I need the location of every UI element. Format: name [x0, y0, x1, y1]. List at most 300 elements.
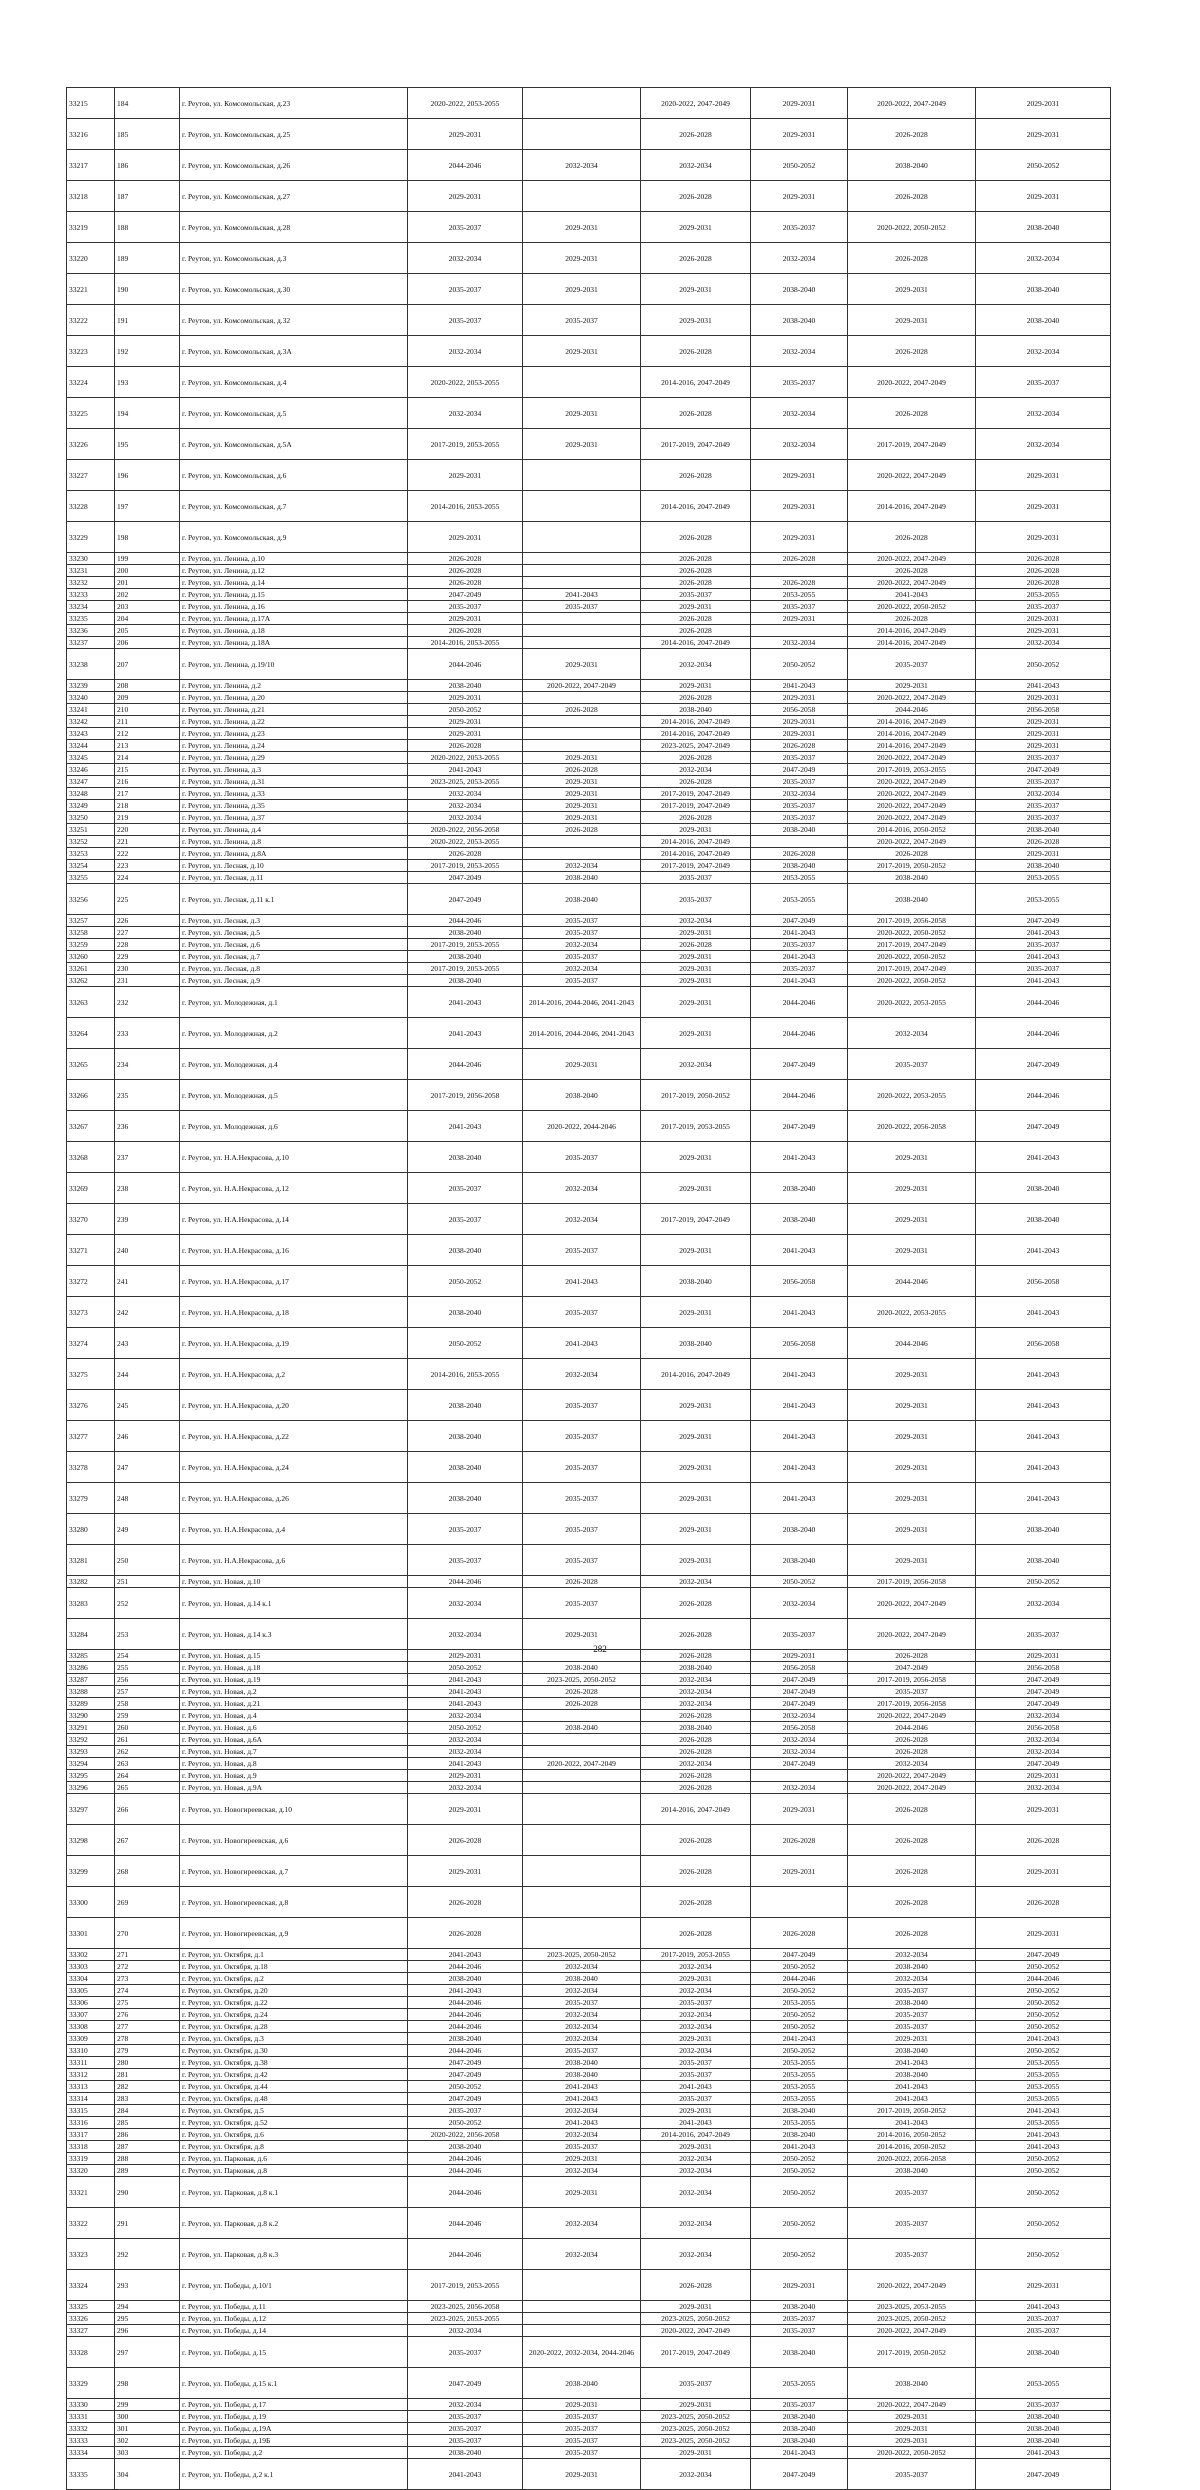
- table-cell: 33306: [67, 1997, 115, 2009]
- table-cell: 2041-2043: [976, 1483, 1111, 1514]
- table-cell: 2020-2022, 2056-2058: [408, 824, 523, 836]
- table-cell: 2029-2031: [523, 776, 641, 788]
- table-cell: 230: [115, 963, 180, 975]
- table-cell: 2038-2040: [751, 2423, 848, 2435]
- table-cell: 2026-2028: [848, 181, 976, 212]
- table-cell: 2020-2022, 2047-2049: [848, 1588, 976, 1619]
- table-cell: 2032-2034: [523, 1961, 641, 1973]
- table-cell: 2020-2022, 2047-2049: [848, 1619, 976, 1650]
- table-cell: 2047-2049: [408, 2057, 523, 2069]
- table-cell: г. Реутов, ул. Победы, д.19: [180, 2411, 408, 2423]
- table-cell: 2029-2031: [976, 716, 1111, 728]
- table-cell: 33288: [67, 1686, 115, 1698]
- table-cell: 2029-2031: [848, 274, 976, 305]
- table-cell: 2026-2028: [751, 577, 848, 589]
- table-row: [67, 2325, 1111, 2337]
- table-cell: 2038-2040: [976, 305, 1111, 336]
- table-cell: 2050-2052: [976, 2177, 1111, 2208]
- table-cell: 293: [115, 2270, 180, 2301]
- table-cell: 2029-2031: [848, 1545, 976, 1576]
- table-cell: 33335: [67, 2459, 115, 2490]
- table-cell: 2041-2043: [976, 1421, 1111, 1452]
- table-row: [67, 860, 1111, 872]
- table-cell: г. Реутов, ул. Новая, д.6А: [180, 1734, 408, 1746]
- table-cell: 2032-2034: [751, 398, 848, 429]
- table-cell: 33274: [67, 1328, 115, 1359]
- table-cell: 2029-2031: [848, 1514, 976, 1545]
- table-cell: 2026-2028: [523, 1686, 641, 1698]
- table-cell: 2014-2016, 2047-2049: [641, 848, 751, 860]
- table-cell: [523, 181, 641, 212]
- table-cell: 2041-2043: [751, 1297, 848, 1328]
- table-cell: г. Реутов, ул. Ленина, д.10: [180, 553, 408, 565]
- table-cell: 2032-2034: [408, 398, 523, 429]
- table-cell: 2029-2031: [848, 1204, 976, 1235]
- table-cell: г. Реутов, ул. Н.А.Некрасова, д.16: [180, 1235, 408, 1266]
- table-cell: 2017-2019, 2050-2052: [848, 2337, 976, 2368]
- table-cell: г. Реутов, ул. Октября, д.24: [180, 2009, 408, 2021]
- table-cell: 2038-2040: [751, 2105, 848, 2117]
- table-row: [67, 491, 1111, 522]
- table-cell: г. Реутов, ул. Молодежная, д.5: [180, 1080, 408, 1111]
- table-cell: 239: [115, 1204, 180, 1235]
- table-cell: 273: [115, 1973, 180, 1985]
- table-row: [67, 824, 1111, 836]
- table-cell: 2020-2022, 2047-2049: [848, 1782, 976, 1794]
- table-cell: 2035-2037: [751, 752, 848, 764]
- table-cell: 2044-2046: [848, 1328, 976, 1359]
- table-cell: 2020-2022, 2047-2049: [848, 1770, 976, 1782]
- table-row: [67, 1545, 1111, 1576]
- table-cell: 2041-2043: [848, 589, 976, 601]
- table-cell: 2035-2037: [751, 963, 848, 975]
- table-cell: 33250: [67, 812, 115, 824]
- table-cell: 217: [115, 788, 180, 800]
- table-cell: 2050-2052: [976, 1985, 1111, 1997]
- table-cell: 33223: [67, 336, 115, 367]
- table-row: [67, 336, 1111, 367]
- table-cell: 2014-2016, 2053-2055: [408, 637, 523, 649]
- table-cell: 2050-2052: [408, 1662, 523, 1674]
- table-cell: 256: [115, 1674, 180, 1686]
- table-cell: 2029-2031: [523, 336, 641, 367]
- table-cell: 2056-2058: [976, 1662, 1111, 1674]
- table-cell: 2020-2022, 2047-2049: [523, 680, 641, 692]
- table-cell: 2035-2037: [976, 601, 1111, 613]
- table-cell: 33314: [67, 2093, 115, 2105]
- table-cell: 2029-2031: [848, 2411, 976, 2423]
- table-cell: 2017-2019, 2047-2049: [848, 939, 976, 951]
- table-cell: г. Реутов, ул. Ленина, д.8А: [180, 848, 408, 860]
- table-cell: 2032-2034: [976, 1710, 1111, 1722]
- table-cell: 33222: [67, 305, 115, 336]
- table-cell: г. Реутов, ул. Комсомольская, д.3: [180, 243, 408, 274]
- table-cell: 2029-2031: [408, 1770, 523, 1782]
- table-row: [67, 2105, 1111, 2117]
- table-row: [67, 212, 1111, 243]
- table-cell: 2038-2040: [523, 2368, 641, 2399]
- table-cell: 245: [115, 1390, 180, 1421]
- table-cell: 2047-2049: [751, 915, 848, 927]
- table-cell: 33252: [67, 836, 115, 848]
- table-cell: 205: [115, 625, 180, 637]
- table-cell: 2020-2022, 2047-2049: [848, 776, 976, 788]
- table-cell: г. Реутов, ул. Октября, д.20: [180, 1985, 408, 1997]
- table-cell: 2026-2028: [641, 939, 751, 951]
- table-cell: 2026-2028: [641, 243, 751, 274]
- table-cell: 2029-2031: [523, 1619, 641, 1650]
- table-cell: г. Реутов, ул. Ленина, д.23: [180, 728, 408, 740]
- table-cell: г. Реутов, ул. Комсомольская, д.26: [180, 150, 408, 181]
- table-cell: 33256: [67, 884, 115, 915]
- table-cell: 2041-2043: [751, 1235, 848, 1266]
- table-cell: г. Реутов, ул. Новогиреевская, д.8: [180, 1887, 408, 1918]
- table-cell: 33295: [67, 1770, 115, 1782]
- table-cell: 2020-2022, 2047-2049: [848, 367, 976, 398]
- table-cell: 2014-2016, 2047-2049: [641, 1794, 751, 1825]
- table-cell: 2029-2031: [408, 1650, 523, 1662]
- table-cell: 277: [115, 2021, 180, 2033]
- table-cell: 2041-2043: [523, 2093, 641, 2105]
- table-cell: 2035-2037: [751, 800, 848, 812]
- table-cell: 2050-2052: [976, 2208, 1111, 2239]
- table-cell: 2035-2037: [523, 2435, 641, 2447]
- table-row: [67, 1973, 1111, 1985]
- table-cell: 2050-2052: [408, 1722, 523, 1734]
- table-cell: 252: [115, 1588, 180, 1619]
- table-cell: [523, 2325, 641, 2337]
- table-cell: 195: [115, 429, 180, 460]
- table-cell: 2032-2034: [523, 939, 641, 951]
- table-cell: 2044-2046: [976, 1973, 1111, 1985]
- table-row: [67, 2459, 1111, 2490]
- table-cell: [523, 1734, 641, 1746]
- table-cell: 2053-2055: [976, 2069, 1111, 2081]
- table-cell: 2038-2040: [751, 2129, 848, 2141]
- table-cell: 33245: [67, 752, 115, 764]
- table-cell: г. Реутов, ул. Лесная, д.11: [180, 872, 408, 884]
- table-cell: 33326: [67, 2313, 115, 2325]
- table-cell: 2053-2055: [751, 1997, 848, 2009]
- table-cell: 2017-2019, 2056-2058: [408, 1080, 523, 1111]
- table-cell: 2020-2022, 2053-2055: [408, 88, 523, 119]
- table-cell: 2041-2043: [751, 975, 848, 987]
- table-cell: 33316: [67, 2117, 115, 2129]
- table-cell: 2029-2031: [848, 1452, 976, 1483]
- table-cell: [523, 1710, 641, 1722]
- table-row: [67, 1390, 1111, 1421]
- table-cell: 2026-2028: [848, 1856, 976, 1887]
- table-cell: 33237: [67, 637, 115, 649]
- table-cell: 258: [115, 1698, 180, 1710]
- table-cell: 227: [115, 927, 180, 939]
- table-cell: г. Реутов, ул. Ленина, д.16: [180, 601, 408, 613]
- table-row: [67, 2021, 1111, 2033]
- table-cell: 2053-2055: [976, 2093, 1111, 2105]
- table-cell: 2035-2037: [523, 1452, 641, 1483]
- table-row: [67, 951, 1111, 963]
- table-cell: 2038-2040: [751, 2411, 848, 2423]
- table-cell: 2026-2028: [641, 613, 751, 625]
- table-cell: 2020-2022, 2044-2046: [523, 1111, 641, 1142]
- table-cell: [523, 716, 641, 728]
- table-cell: 2038-2040: [408, 680, 523, 692]
- table-cell: 2014-2016, 2047-2049: [641, 367, 751, 398]
- table-cell: 33253: [67, 848, 115, 860]
- table-row: [67, 2141, 1111, 2153]
- table-cell: 2041-2043: [976, 951, 1111, 963]
- table-cell: 33218: [67, 181, 115, 212]
- table-cell: 33299: [67, 1856, 115, 1887]
- table-cell: 2044-2046: [408, 2177, 523, 2208]
- table-cell: [523, 577, 641, 589]
- table-cell: 33236: [67, 625, 115, 637]
- table-row: [67, 2153, 1111, 2165]
- table-cell: 2014-2016, 2047-2049: [641, 728, 751, 740]
- table-cell: 2032-2034: [641, 1961, 751, 1973]
- table-cell: 2038-2040: [848, 2165, 976, 2177]
- table-cell: 2032-2034: [641, 2153, 751, 2165]
- table-row: [67, 975, 1111, 987]
- table-cell: 2023-2025, 2050-2052: [641, 2423, 751, 2435]
- table-cell: 2047-2049: [408, 2069, 523, 2081]
- table-cell: г. Реутов, ул. Молодежная, д.4: [180, 1049, 408, 1080]
- table-cell: 2053-2055: [751, 589, 848, 601]
- table-cell: г. Реутов, ул. Ленина, д.18: [180, 625, 408, 637]
- table-cell: 2020-2022, 2053-2055: [848, 1297, 976, 1328]
- table-cell: 185: [115, 119, 180, 150]
- table-row: [67, 274, 1111, 305]
- table-cell: 2053-2055: [751, 872, 848, 884]
- table-cell: 2029-2031: [751, 491, 848, 522]
- table-cell: 294: [115, 2301, 180, 2313]
- table-cell: 2035-2037: [976, 800, 1111, 812]
- table-cell: 2041-2043: [976, 2033, 1111, 2045]
- table-cell: г. Реутов, ул. Октября, д.1: [180, 1949, 408, 1961]
- table-cell: 2038-2040: [976, 1545, 1111, 1576]
- table-cell: [751, 625, 848, 637]
- table-cell: г. Реутов, ул. Н.А.Некрасова, д.18: [180, 1297, 408, 1328]
- table-cell: 2014-2016, 2047-2049: [848, 728, 976, 740]
- table-cell: 33282: [67, 1576, 115, 1588]
- table-row: [67, 589, 1111, 601]
- table-cell: 2014-2016, 2047-2049: [848, 740, 976, 752]
- table-cell: 2041-2043: [848, 2093, 976, 2105]
- table-row: [67, 939, 1111, 951]
- table-cell: 2032-2034: [976, 336, 1111, 367]
- table-cell: 2056-2058: [976, 1722, 1111, 1734]
- table-cell: 2038-2040: [408, 2447, 523, 2459]
- table-cell: 207: [115, 649, 180, 680]
- table-cell: 2050-2052: [976, 1997, 1111, 2009]
- table-cell: 2038-2040: [976, 2411, 1111, 2423]
- table-cell: 2044-2046: [408, 2239, 523, 2270]
- table-cell: 2029-2031: [751, 692, 848, 704]
- table-cell: 33261: [67, 963, 115, 975]
- table-cell: 2035-2037: [523, 305, 641, 336]
- table-cell: 238: [115, 1173, 180, 1204]
- table-cell: 2032-2034: [751, 1734, 848, 1746]
- table-cell: 33321: [67, 2177, 115, 2208]
- table-cell: 2041-2043: [848, 2117, 976, 2129]
- table-cell: 233: [115, 1018, 180, 1049]
- table-cell: [523, 692, 641, 704]
- table-cell: 33315: [67, 2105, 115, 2117]
- table-cell: 2035-2037: [848, 2459, 976, 2490]
- table-cell: г. Реутов, ул. Победы, д.19А: [180, 2423, 408, 2435]
- table-cell: 2029-2031: [751, 1856, 848, 1887]
- table-cell: 2050-2052: [751, 2208, 848, 2239]
- table-cell: 2035-2037: [408, 2105, 523, 2117]
- table-cell: 2026-2028: [848, 848, 976, 860]
- table-row: [67, 1710, 1111, 1722]
- table-cell: 260: [115, 1722, 180, 1734]
- table-cell: 2038-2040: [848, 1961, 976, 1973]
- table-cell: 33298: [67, 1825, 115, 1856]
- table-cell: 247: [115, 1452, 180, 1483]
- table-cell: 2026-2028: [641, 1856, 751, 1887]
- table-cell: 2026-2028: [848, 1825, 976, 1856]
- table-cell: 2047-2049: [408, 2368, 523, 2399]
- table-cell: г. Реутов, ул. Новая, д.4: [180, 1710, 408, 1722]
- table-cell: 2014-2016, 2053-2055: [408, 491, 523, 522]
- table-row: [67, 2337, 1111, 2368]
- table-cell: 2014-2016, 2047-2049: [641, 1359, 751, 1390]
- table-cell: г. Реутов, ул. Октября, д.42: [180, 2069, 408, 2081]
- table-cell: 2035-2037: [848, 2239, 976, 2270]
- table-cell: 246: [115, 1421, 180, 1452]
- table-cell: 2026-2028: [641, 1782, 751, 1794]
- table-cell: г. Реутов, ул. Новая, д.2: [180, 1686, 408, 1698]
- table-cell: 2041-2043: [751, 1483, 848, 1514]
- table-cell: 269: [115, 1887, 180, 1918]
- table-cell: 2038-2040: [523, 1722, 641, 1734]
- table-cell: 2026-2028: [976, 1887, 1111, 1918]
- table-cell: 2026-2028: [641, 565, 751, 577]
- table-cell: 2029-2031: [751, 613, 848, 625]
- table-cell: 2020-2022, 2047-2049: [641, 88, 751, 119]
- table-row: [67, 1722, 1111, 1734]
- table-cell: 285: [115, 2117, 180, 2129]
- table-row: [67, 848, 1111, 860]
- table-cell: 2035-2037: [751, 2399, 848, 2411]
- table-body: [67, 88, 1111, 2490]
- table-cell: 2053-2055: [751, 2093, 848, 2105]
- table-cell: 2026-2028: [751, 848, 848, 860]
- table-cell: 2041-2043: [976, 2129, 1111, 2141]
- table-row: [67, 728, 1111, 740]
- table-cell: [523, 1856, 641, 1887]
- table-cell: г. Реутов, ул. Октября, д.48: [180, 2093, 408, 2105]
- table-cell: г. Реутов, ул. Комсомольская, д.28: [180, 212, 408, 243]
- table-cell: [751, 1770, 848, 1782]
- table-row: [67, 1173, 1111, 1204]
- table-cell: 210: [115, 704, 180, 716]
- table-cell: 2050-2052: [751, 2045, 848, 2057]
- table-row: [67, 752, 1111, 764]
- table-cell: 2020-2022, 2047-2049: [848, 836, 976, 848]
- table-cell: 228: [115, 939, 180, 951]
- table-cell: [523, 2313, 641, 2325]
- table-row: [67, 637, 1111, 649]
- table-cell: 33296: [67, 1782, 115, 1794]
- table-cell: 2029-2031: [523, 2177, 641, 2208]
- table-cell: 2029-2031: [751, 1650, 848, 1662]
- table-cell: 2032-2034: [751, 336, 848, 367]
- table-cell: 2023-2025, 2050-2052: [523, 1949, 641, 1961]
- table-cell: 2047-2049: [848, 1662, 976, 1674]
- table-cell: 33300: [67, 1887, 115, 1918]
- table-cell: 2032-2034: [751, 1746, 848, 1758]
- table-cell: г. Реутов, ул. Новогиреевская, д.6: [180, 1825, 408, 1856]
- table-cell: 2032-2034: [976, 1746, 1111, 1758]
- table-cell: 2041-2043: [976, 975, 1111, 987]
- table-cell: 257: [115, 1686, 180, 1698]
- table-cell: г. Реутов, ул. Новогиреевская, д.10: [180, 1794, 408, 1825]
- table-row: [67, 1782, 1111, 1794]
- table-cell: 2020-2022, 2047-2049: [848, 2325, 976, 2337]
- table-cell: 2053-2055: [751, 2117, 848, 2129]
- table-cell: г. Реутов, ул. Октября, д.3: [180, 2033, 408, 2045]
- table-row: [67, 1674, 1111, 1686]
- table-cell: 2014-2016, 2050-2052: [848, 2141, 976, 2153]
- table-cell: 2032-2034: [641, 1698, 751, 1710]
- table-cell: 2026-2028: [523, 764, 641, 776]
- table-cell: г. Реутов, ул. Н.А.Некрасова, д.19: [180, 1328, 408, 1359]
- table-cell: 2050-2052: [976, 2045, 1111, 2057]
- table-cell: 2029-2031: [976, 1650, 1111, 1662]
- table-cell: 33247: [67, 776, 115, 788]
- table-cell: 2026-2028: [641, 460, 751, 491]
- table-cell: 2035-2037: [408, 212, 523, 243]
- table-cell: 220: [115, 824, 180, 836]
- table-cell: 2020-2022, 2047-2049: [848, 788, 976, 800]
- table-cell: 202: [115, 589, 180, 601]
- table-cell: г. Реутов, ул. Ленина, д.8: [180, 836, 408, 848]
- table-cell: 2029-2031: [641, 1142, 751, 1173]
- table-cell: 2041-2043: [976, 2301, 1111, 2313]
- table-cell: 2020-2022, 2053-2055: [848, 987, 976, 1018]
- table-cell: 2035-2037: [408, 601, 523, 613]
- table-cell: 2038-2040: [751, 2435, 848, 2447]
- table-cell: 2029-2031: [523, 274, 641, 305]
- table-cell: 2026-2028: [848, 522, 976, 553]
- table-cell: 2041-2043: [408, 1111, 523, 1142]
- table-cell: 274: [115, 1985, 180, 1997]
- table-cell: 2047-2049: [976, 1674, 1111, 1686]
- table-cell: 33270: [67, 1204, 115, 1235]
- table-cell: 2017-2019, 2047-2049: [641, 2337, 751, 2368]
- table-cell: 2038-2040: [751, 305, 848, 336]
- table-cell: 33332: [67, 2423, 115, 2435]
- table-cell: 2050-2052: [976, 1961, 1111, 1973]
- table-row: [67, 613, 1111, 625]
- table-cell: 2029-2031: [641, 1483, 751, 1514]
- table-cell: 33216: [67, 119, 115, 150]
- table-cell: 2020-2022, 2047-2049: [848, 2399, 976, 2411]
- table-cell: г. Реутов, ул. Ленина, д.18А: [180, 637, 408, 649]
- table-cell: г. Реутов, ул. Лесная, д.10: [180, 860, 408, 872]
- table-row: [67, 987, 1111, 1018]
- table-cell: 2032-2034: [408, 812, 523, 824]
- table-cell: 2032-2034: [976, 637, 1111, 649]
- table-cell: 2017-2019, 2053-2055: [408, 429, 523, 460]
- table-cell: 2047-2049: [751, 1049, 848, 1080]
- table-cell: 33227: [67, 460, 115, 491]
- table-cell: 2023-2025, 2050-2052: [848, 2313, 976, 2325]
- table-cell: 2032-2034: [641, 1686, 751, 1698]
- table-cell: 229: [115, 951, 180, 963]
